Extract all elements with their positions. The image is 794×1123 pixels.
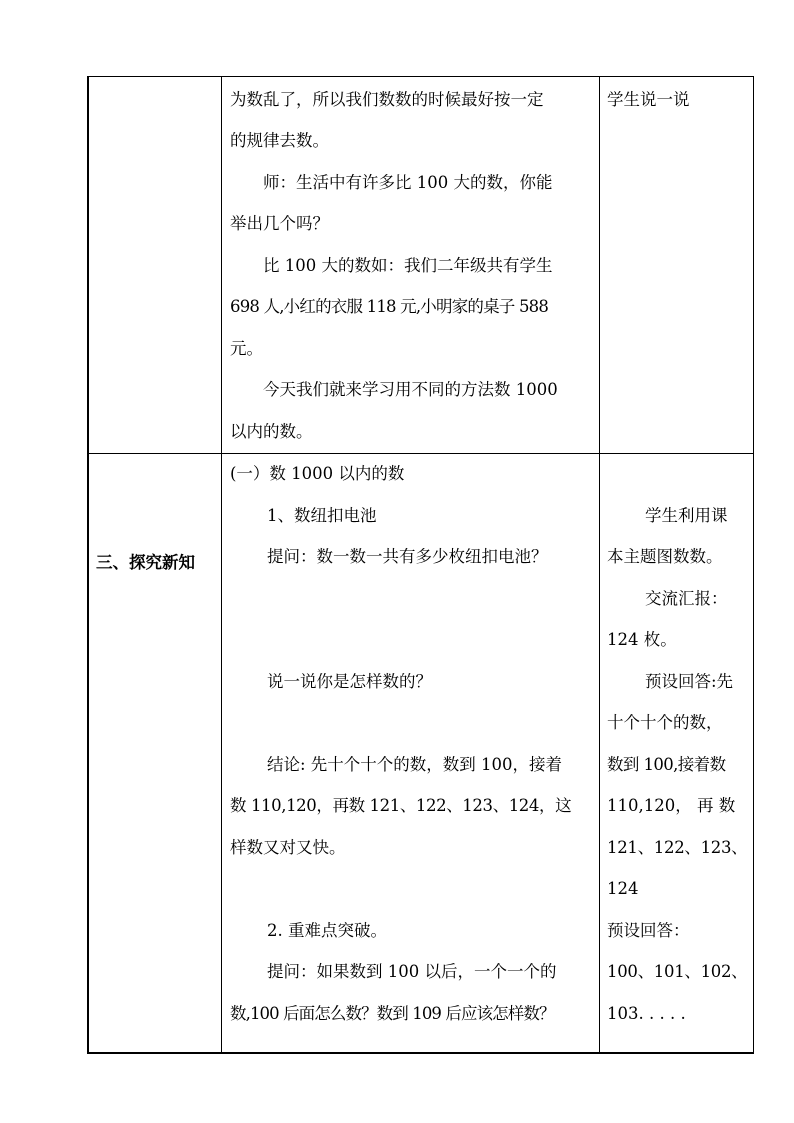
content-line: 举出几个吗？ xyxy=(230,214,329,233)
row1-content-cell xyxy=(222,76,599,453)
content-line: 数 110,120，再数 121、122、123、124，这 xyxy=(230,796,572,815)
row2-activity-cell xyxy=(599,453,753,1053)
activity-line: 本主题图数数。 xyxy=(607,547,723,566)
activity-line: 110,120， 再 数 xyxy=(607,796,736,815)
activity-line: 103. . . . . xyxy=(607,1004,686,1023)
content-line: 2. 重难点突破。 xyxy=(267,921,387,940)
content-line: 1、数纽扣电池 xyxy=(267,506,377,525)
content-line: 提问：如果数到 100 以后，一个一个的 xyxy=(267,962,557,981)
activity-line: 124 xyxy=(607,879,639,898)
content-line: 以内的数。 xyxy=(230,422,313,441)
section-heading: (一）数 1000 以内的数 xyxy=(230,464,405,483)
content-line: 为数乱了，所以我们数数的时候最好按一定 xyxy=(230,90,544,109)
row2-content-cell xyxy=(222,453,599,1053)
content-line: 师：生活中有许多比 100 大的数，你能 xyxy=(263,173,553,192)
content-line: 结论: 先十个十个的数，数到 100，接着 xyxy=(267,755,563,774)
activity-line: 十个十个的数， xyxy=(607,713,723,732)
activity-line: 预设回答:先 xyxy=(645,672,734,691)
activity-line: 121、122、123、 xyxy=(607,838,748,857)
content-line: 的规律去数。 xyxy=(230,131,329,150)
content-line: 698 人,小红的衣服 118 元,小明家的桌子 588 xyxy=(230,297,549,316)
activity-line: 预设回答： xyxy=(607,921,690,940)
activity-line: 数到 100,接着数 xyxy=(607,755,726,774)
content-line: 元。 xyxy=(230,339,263,358)
content-line: 提问：数一数一共有多少枚纽扣电池？ xyxy=(267,547,548,566)
content-line: 数,100 后面怎么数？数到 109 后应该怎样数？ xyxy=(230,1004,555,1023)
row2-stage-cell xyxy=(88,453,222,1053)
activity-line: 100、101、102、 xyxy=(607,962,748,981)
stage-label: 三、探究新知 xyxy=(96,553,195,572)
activity-line: 学生说一说 xyxy=(607,90,690,109)
activity-line: 交流汇报： xyxy=(645,589,728,608)
activity-line: 124 枚。 xyxy=(607,630,677,649)
content-line: 今天我们就来学习用不同的方法数 1000 xyxy=(263,380,558,399)
row1-activity-cell xyxy=(599,76,753,453)
activity-line: 学生利用课 xyxy=(645,506,728,525)
content-line: 样数又对又快。 xyxy=(230,838,346,857)
content-line: 说一说你是怎样数的？ xyxy=(267,672,432,691)
table-right-border xyxy=(753,76,754,1054)
content-line: 比 100 大的数如：我们二年级共有学生 xyxy=(263,256,553,275)
